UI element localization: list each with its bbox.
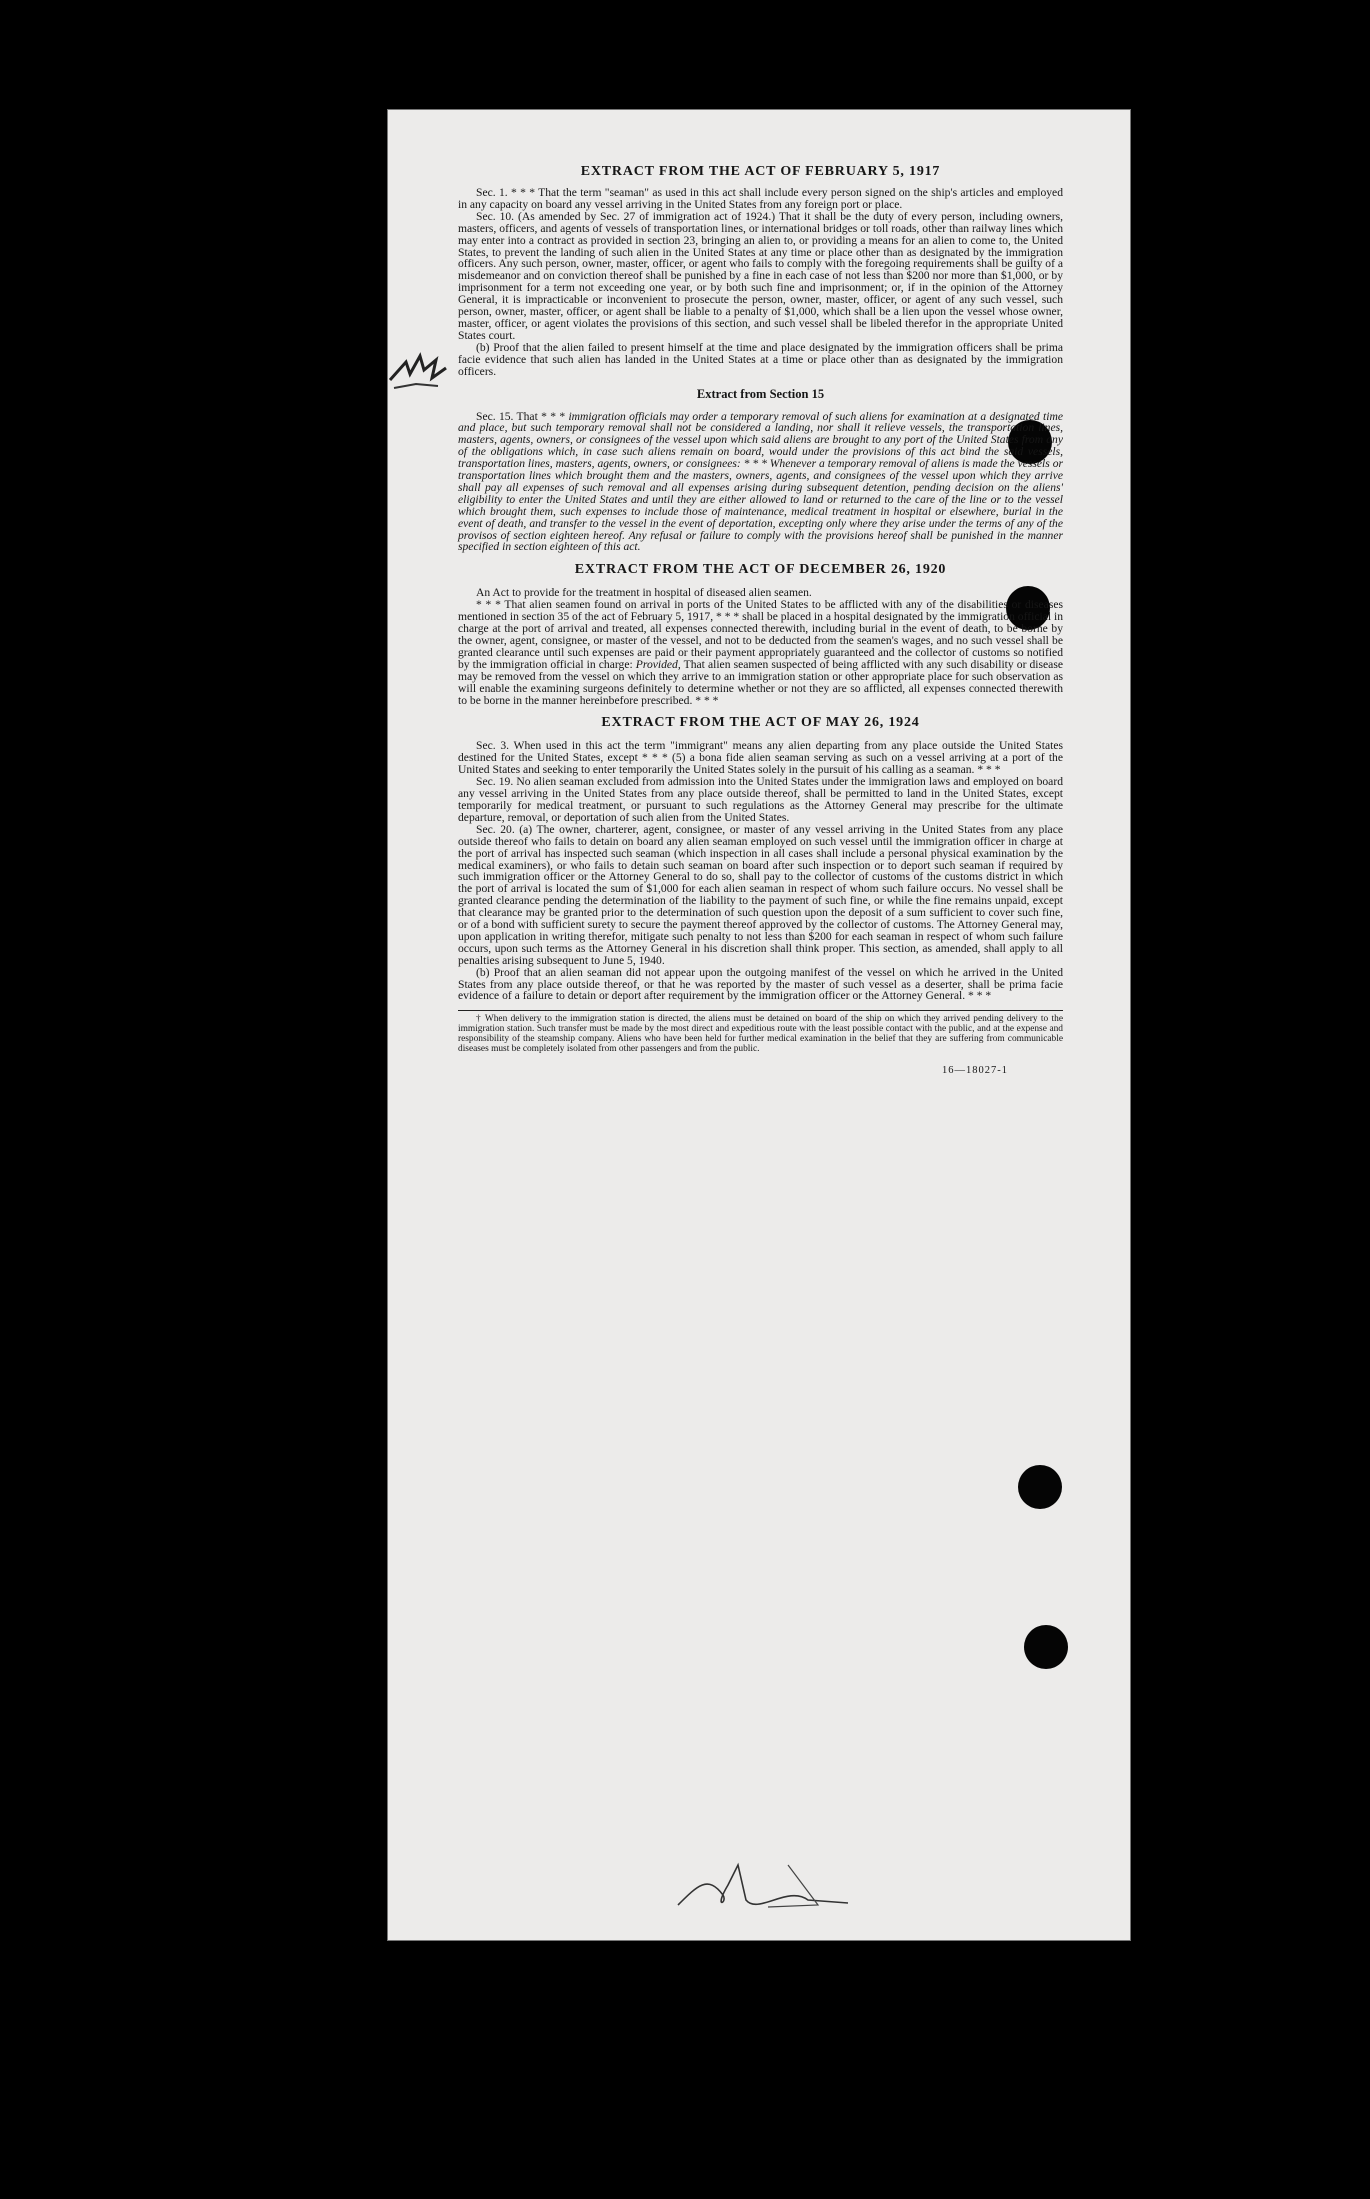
act-1920-body-a: * * * That alien seamen found on arrival in ports of the United States to be afflicted with any of the disabilities or diseases mentioned in section 35 of the act of February 5, 1917, * * * shall be placed in a hospital designated by the immigration official in charge at the port of arrival and treated, all expenses connected therewith, including burial in the event of death, to be borne by the owner, agent, consignee, or master of the vessel, and not to be deducted from the seamen's wages, and no such vessel shall be granted clearance until such expenses are paid or their payment appropriately guaranteed and the collector of customs so notified by the immigration official in charge: xyxy=(458,598,1063,671)
heading-act-1924: EXTRACT FROM THE ACT OF MAY 26, 1924 xyxy=(601,715,920,731)
act-1920-provided: Provided, xyxy=(635,657,681,671)
section-15 xyxy=(458,411,1063,554)
heading-act-1920: EXTRACT FROM THE ACT OF DECEMBER 26, 1920 xyxy=(574,562,947,578)
section-20-b: (b) Proof that an alien seaman did not appear upon the outgoing manifest of the vessel on which he arrived in the United States from any place outside thereof, or that he was reported by the master of such vessel as a deserter, shall be prima facie evidence of a failure to detain or deport after requirement by the immigration officer or the Attorney General. * * * xyxy=(458,965,1063,1003)
heading-act-1917: EXTRACT FROM THE ACT OF FEBRUARY 5, 1917 xyxy=(580,164,941,179)
heading-section-15: Extract from Section 15 xyxy=(696,386,825,401)
section-10: Sec. 10. (As amended by Sec. 27 of immigration act of 1924.) That it shall be the duty of every person, including owners, masters, officers, and agents of vessels of transportation lines, or international bridges or toll roads, other than railway lines which may enter into a contract as provided in section 23, bringing an alien to, or providing a means for an alien to come to, the United States, to prevent the landing of such alien in the United States at any time or place other than as designated by the immigration officers. Any such person, owner, master, officer, or agent who fails to comply with the foregoing requirements shall be guilty of a misdemeanor and on conviction thereof shall be punished by a fine in each case of not less than $200 nor more than $1,000, or by imprisonment for a term not exceeding one year, or by both such fine and imprisonment; or, if in the opinion of the Attorney General, it is impracticable or inconvenient to prosecute the person, owner, master, officer, or agent of any such vessel, such person, owner, master, officer, or agent shall be liable to a penalty of $1,000, which shall be a lien upon the vessel whose owner, master, officer, or agent violates the provisions of this section, and such vessel shall be libeled therefor in the appropriate United States court. xyxy=(458,209,1063,342)
section-15-lead: Sec. 15. That * * * xyxy=(476,409,569,423)
form-code: 16—18027-1 xyxy=(942,1064,1008,1076)
section-20-a: Sec. 20. (a) The owner, charterer, agent, consignee, or master of any vessel arriving in the United States from any place outside thereof who fails to detain on board any alien seaman employed on such vessel until the immigration officer in charge at the port of arrival has inspected such seaman (which inspection in all cases shall include a personal physical examination by the medical examiners), or who fails to detain such seaman on board after such inspection or to deport such seaman if required by such immigration officer or the Attorney General to do so, shall pay to the collector of customs of the customs district in which the port of arrival is located the sum of $1,000 for each alien seaman in respect of whom such failure occurs. No vessel shall be granted clearance pending the determination of the liability to the payment of such fine, or while the fine remains unpaid, except that clearance may be granted prior to the determination of such question upon the deposit of a sum sufficient to cover such fine, or of a bond with sufficient surety to secure the payment thereof approved by the collector of customs. The Attorney General may, upon application in writing therefor, mitigate such penalty to not less than $200 for each seaman in respect of whom such failure occurs, upon such terms as the Attorney General in his discretion shall think proper. This section, as amended, shall apply to all penalties arising subsequent to June 5, 1940. xyxy=(458,822,1063,967)
section-10-b: (b) Proof that the alien failed to present himself at the time and place designated by the immigration officers shall be prima facie evidence that such alien has landed in the United States at a time or place other than as designated by the immigration officers. xyxy=(458,340,1063,378)
section-19: Sec. 19. No alien seaman excluded from admission into the United States under the immigration laws and employed on board any vessel arriving in the United States from any place outside thereof, shall be permitted to land in the United States, except temporarily for medical treatment, or pursuant to such regulations as the Attorney General may prescribe for the ultimate departure, removal, or deportation of such alien from the United States. xyxy=(458,775,1063,824)
section-3: Sec. 3. When used in this act the term "immigrant" means any alien departing from any place outside the United States destined for the United States, except * * * (5) a bona fide alien seaman serving as such on a vessel arriving at a port of the United States and seeking to enter temporarily the United States solely in the pursuit of his calling as a seaman. * * * xyxy=(458,739,1063,777)
act-1920-body xyxy=(458,599,1063,706)
document-text xyxy=(458,164,1063,1076)
act-1920-title: An Act to provide for the treatment in hospital of diseased alien seamen. xyxy=(476,586,812,600)
margin-handwriting xyxy=(388,340,466,400)
act-1920-body-b: That alien seamen suspected of being afflicted with any such disability or disease may be removed from the vessel on which they arrive to an immigration station or other appropriate place for such observation as will enable the examining surgeons definitely to determine whether or not they are so afflicted, all expenses connected therewith to be borne in the manner hereinbefore prescribed. * * * xyxy=(458,657,1063,707)
punch-hole xyxy=(1018,1465,1062,1509)
section-1: Sec. 1. * * * That the term "seaman" as used in this act shall include every person signed on the ship's articles and employed in any capacity on board any vessel arriving in the United States from any foreign port or place. xyxy=(458,186,1063,211)
footnote: † When delivery to the immigration station is directed, the aliens must be detained on board of the ship on which they arrived pending delivery to the immigration station. Such transfer must be made by the most direct and expeditious route with the least possible contact with the public, and at the expense and responsibility of the steamship company. Aliens who have been held for further medical examination in the belief that they are suffering from communicable diseases must be completely isolated from other passengers and from the public. xyxy=(458,1014,1063,1054)
document-sheet xyxy=(388,110,1130,1940)
footnote-divider xyxy=(458,1010,1063,1011)
section-15-body: immigration officials may order a temporary removal of such aliens for examination at a designated time and place, but such temporary removal shall not be considered a landing, nor shall it relieve vessels, the transportation lines, masters, agents, owners, or consignees of the vessel upon which said aliens are brought to any port of the United States from any of the obligations which, in case such aliens remain on board, would under the provisions of this act bind the said vessels, transportation lines, masters, agents, owners, or consignees: * * * Whenever a temporary removal of aliens is made the vessels or transportation lines which brought them and the masters, owners, agents, and consignees of the vessel upon which they arrive shall pay all expenses of such removal and all expenses arising during subsequent detention, pending decision on the aliens' eligibility to enter the United States and until they are either allowed to land or returned to the care of the line or to the vessel which brought them, such expenses to include those of maintenance, medical treatment in hospital or elsewhere, burial in the event of death, and transfer to the vessel in the event of deportation, excepting only where they arise under the terms of any of the provisos of section eighteen hereof. Any refusal or failure to comply with the provisions hereof shall be punished in the manner specified in section eighteen of this act. xyxy=(458,409,1063,554)
handwritten-signature xyxy=(668,1845,868,1925)
punch-hole xyxy=(1024,1625,1068,1669)
